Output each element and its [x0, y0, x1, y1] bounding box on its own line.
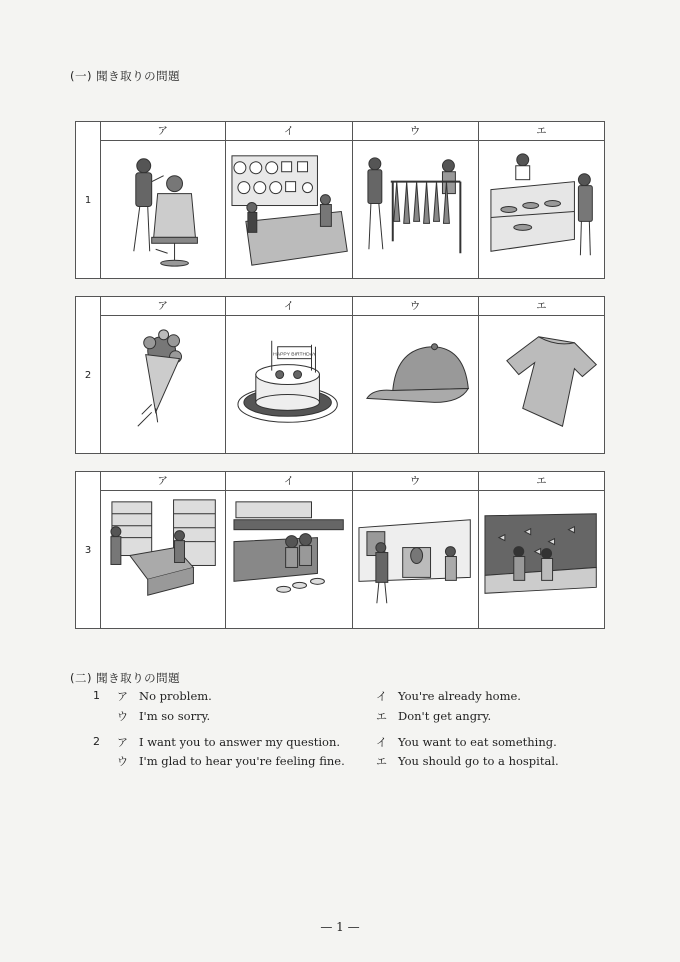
picture-grid-row-2 [75, 296, 605, 454]
choice-label-a: ア [157, 300, 168, 312]
option-text: I'm so sorry. [139, 709, 211, 723]
ramen-counter-illustration [225, 491, 351, 628]
page-number: — 1 — [320, 920, 360, 934]
option-1-u[interactable] [117, 708, 210, 724]
option-key: ウ [117, 710, 128, 723]
option-text: You should go to a hospital. [398, 754, 559, 768]
option-2-a[interactable] [117, 734, 340, 750]
option-key: ア [117, 690, 128, 703]
choice-label-u: ウ [352, 122, 478, 140]
aquarium-illustration [478, 491, 604, 628]
option-text: No problem. [139, 689, 212, 703]
flower-bouquet-illustration [100, 316, 225, 453]
option-1-a[interactable] [117, 688, 212, 704]
option-key: エ [376, 755, 387, 768]
choice-label-e: エ [478, 122, 604, 140]
option-text: Don't get angry. [398, 709, 492, 723]
birthday-cake-illustration [225, 316, 351, 453]
question-number: 1 [93, 689, 100, 702]
library-illustration [100, 491, 225, 628]
row-number: 3 [76, 472, 101, 628]
option-2-u[interactable] [117, 753, 345, 769]
choice-header [100, 472, 604, 491]
row-number: 1 [76, 122, 101, 278]
option-key: ア [117, 736, 128, 749]
option-key: エ [376, 710, 387, 723]
choice-label-u: ウ [352, 297, 478, 315]
clock-shop-illustration [225, 141, 351, 278]
option-2-i[interactable] [376, 734, 557, 750]
choice-label-i: イ [225, 472, 351, 490]
choice-label-i: イ [225, 297, 351, 315]
row-number: 2 [76, 297, 101, 453]
choice-label-e: エ [478, 297, 604, 315]
choice-label-i: イ [225, 122, 351, 140]
option-key: イ [376, 736, 387, 749]
cake-sign-text: HAPPY BIRTHDAY [273, 352, 317, 358]
baseball-cap-illustration [352, 316, 478, 453]
choice-label-a: ア [157, 125, 168, 137]
choice-header [100, 122, 604, 141]
picture-grid-row-3 [75, 471, 605, 629]
choice-label-e: エ [478, 472, 604, 490]
option-key: ウ [117, 755, 128, 768]
choice-header [100, 297, 604, 316]
section2-title: (二) 聞き取りの問題 [70, 671, 181, 685]
t-shirt-illustration [478, 316, 604, 453]
choice-label-a: ア [157, 475, 168, 487]
section1-title: (一) 聞き取りの問題 [70, 69, 181, 83]
cake-counter-illustration [478, 141, 604, 278]
option-text: You want to eat something. [398, 735, 557, 749]
option-text: I'm glad to hear you're feeling fine. [139, 754, 345, 768]
question-number: 2 [93, 735, 100, 748]
umbrella-rack-illustration [352, 141, 478, 278]
museum-exhibit-illustration [352, 491, 478, 628]
barber-shop-illustration [100, 141, 225, 278]
option-1-e[interactable] [376, 708, 491, 724]
option-key: イ [376, 690, 387, 703]
option-text: I want you to answer my question. [139, 735, 341, 749]
choice-label-u: ウ [352, 472, 478, 490]
picture-grid-row-1 [75, 121, 605, 279]
option-text: You're already home. [398, 689, 521, 703]
option-1-i[interactable] [376, 688, 521, 704]
option-2-e[interactable] [376, 753, 559, 769]
